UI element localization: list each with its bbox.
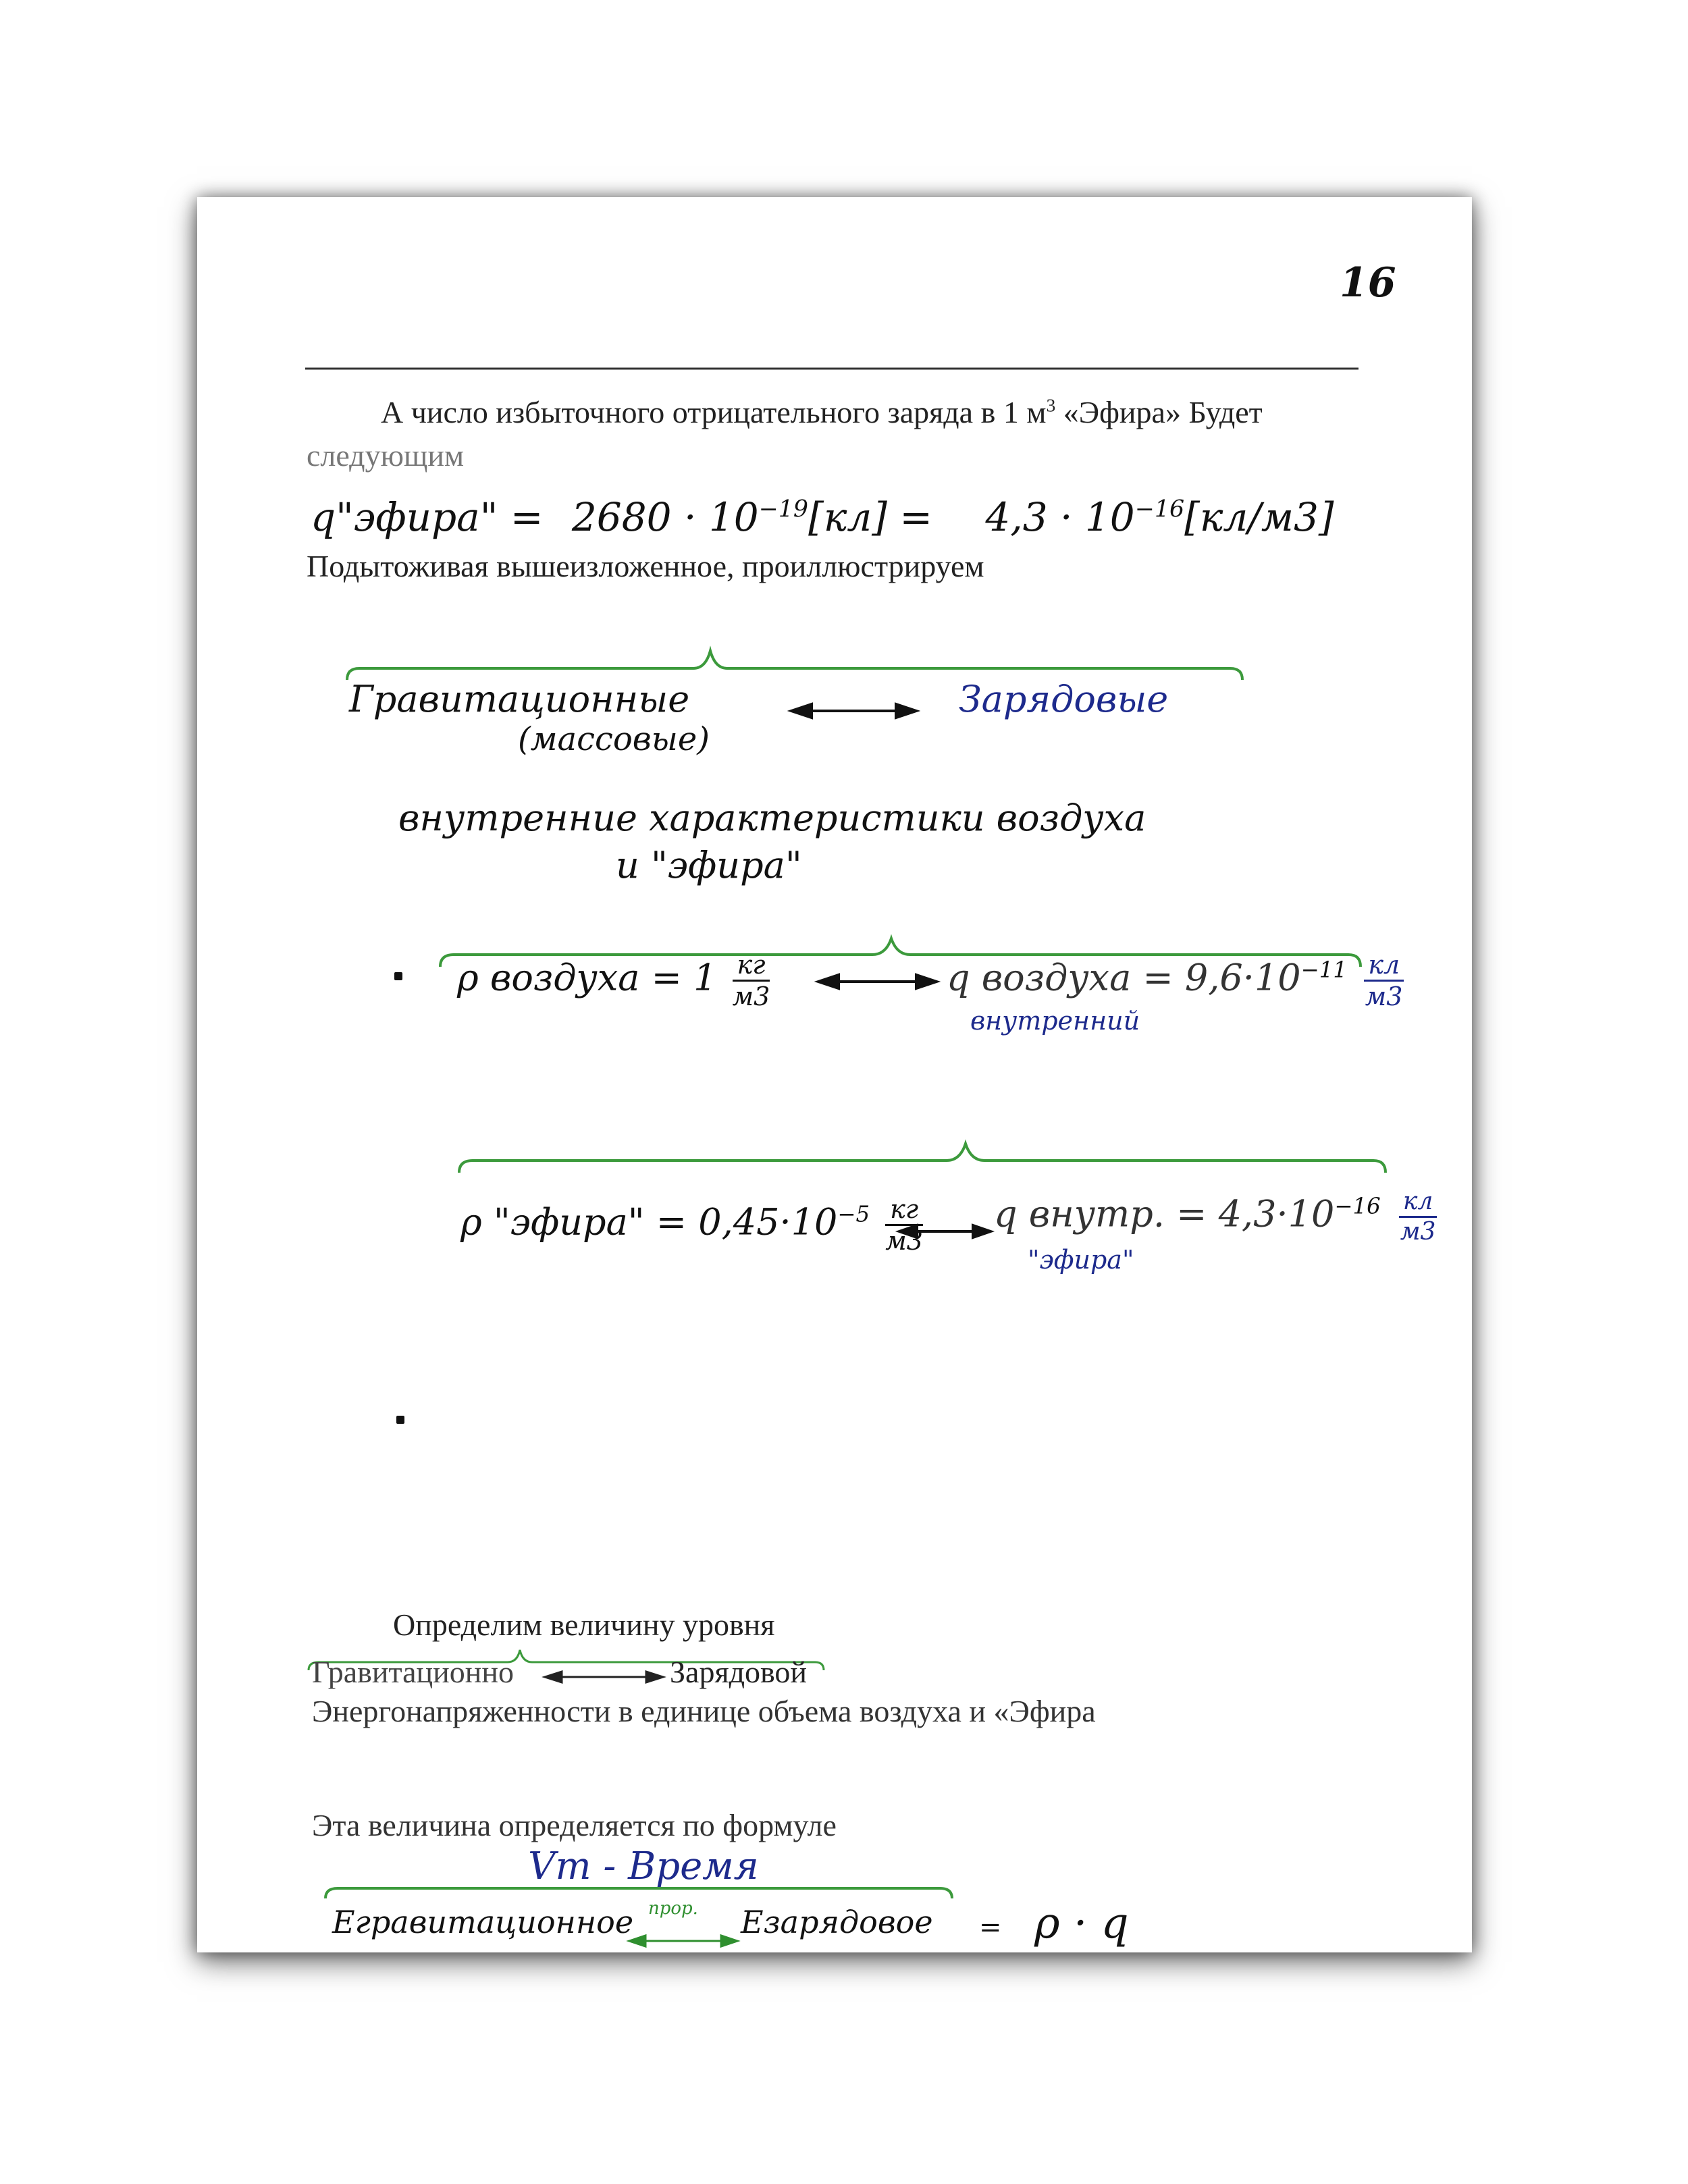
formula-1-lhs: q"эфира" = xyxy=(311,494,544,540)
formula-1-mid-unit: [кл] = xyxy=(808,494,932,540)
level-gravitational: Гравитационно xyxy=(312,1655,514,1689)
paragraph-line-1-end: «Эфира» Будет xyxy=(1055,395,1263,429)
air-density-num: кг xyxy=(733,952,770,982)
final-rhs: ρ · q xyxy=(1034,1898,1129,1948)
formula-1-rhs-exp: −16 xyxy=(1134,496,1185,523)
double-arrow-4 xyxy=(629,1936,737,1946)
double-arrow-1 xyxy=(791,704,916,718)
paragraph-line-1 xyxy=(381,394,1263,430)
ether-charge-den: м3 xyxy=(1400,1218,1436,1246)
ether-charge-exp: −16 xyxy=(1334,1193,1381,1219)
air-density-unit xyxy=(733,952,770,1009)
ether-density-num: кг xyxy=(885,1196,923,1226)
characteristics-caption: внутренние характеристики воздуха xyxy=(398,797,1146,839)
ether-density-den: м3 xyxy=(885,1226,923,1256)
green-brace-5 xyxy=(325,1888,952,1898)
level-charge: Зарядовой xyxy=(670,1655,808,1689)
formula-1-mid-exp: −19 xyxy=(758,496,809,523)
bullet-dot-1 xyxy=(394,972,402,980)
charge-label: Зарядовые xyxy=(959,678,1169,720)
ether-charge-text: q внутр. = 4,3·10 xyxy=(994,1192,1335,1235)
scanned-page xyxy=(197,197,1472,1952)
air-density-den: м3 xyxy=(732,982,770,1011)
formula-1 xyxy=(311,494,1334,540)
ether-density-exp: −5 xyxy=(837,1201,870,1227)
bullet-dot-2 xyxy=(396,1416,404,1424)
air-charge-exp: −11 xyxy=(1300,957,1348,983)
mass-label: (массовые) xyxy=(518,720,710,758)
page-number: 16 xyxy=(1340,259,1396,307)
summary-line: Подытоживая вышеизложенное, проиллюстрируем xyxy=(307,549,984,583)
ether-charge xyxy=(994,1190,1437,1244)
printed-arrow xyxy=(545,1672,663,1682)
formula-intro: Эта величина определяется по формуле xyxy=(312,1808,837,1842)
final-equals: = xyxy=(979,1912,1002,1943)
level-line-1: Определим величину уровня xyxy=(393,1607,775,1642)
final-charge: Eзарядовое xyxy=(741,1904,933,1940)
ether-density-text: ρ "эфира" = 0,45·10 xyxy=(460,1200,838,1244)
gravitational-label: Гравитационные xyxy=(349,678,690,720)
air-charge-text: q воздуха = 9,6·10 xyxy=(947,956,1301,999)
air-charge-den: м3 xyxy=(1365,982,1403,1011)
green-brace-1 xyxy=(347,651,1242,680)
ether-charge-num: кл xyxy=(1399,1190,1437,1218)
ether-density-unit xyxy=(885,1196,923,1254)
ether-charge-unit xyxy=(1399,1190,1437,1244)
time-note: Vm - Время xyxy=(528,1844,759,1888)
ether-note: "эфира" xyxy=(1028,1245,1134,1275)
final-gravitational: Eгравитационное xyxy=(332,1904,634,1940)
ether-caption: и "эфира" xyxy=(616,844,802,886)
air-density xyxy=(457,952,770,1009)
air-charge-num: кл xyxy=(1364,952,1404,982)
internal-note: внутренний xyxy=(970,1006,1140,1036)
air-charge-unit xyxy=(1364,952,1404,1009)
air-density-text: ρ воздуха = 1 xyxy=(457,956,717,999)
final-arrow-note: прор. xyxy=(648,1898,698,1919)
paragraph-line-1-text: А число избыточного отрицательного заряда в 1 м xyxy=(381,395,1047,429)
cubic-sup: 3 xyxy=(1046,394,1056,416)
ether-density xyxy=(460,1196,923,1254)
green-brace-3 xyxy=(459,1144,1386,1173)
formula-1-rhs: 4,3 · 10 xyxy=(985,494,1135,540)
formula-1-mid: 2680 · 10 xyxy=(571,494,759,540)
double-arrow-2 xyxy=(818,975,937,988)
paragraph-line-2: следующим xyxy=(307,438,465,473)
air-charge xyxy=(947,952,1404,1009)
formula-1-rhs-unit: [кл/м3] xyxy=(1184,494,1334,540)
level-line-3: Энергонапряженности в единице объема воздуха и «Эфира xyxy=(312,1694,1096,1728)
